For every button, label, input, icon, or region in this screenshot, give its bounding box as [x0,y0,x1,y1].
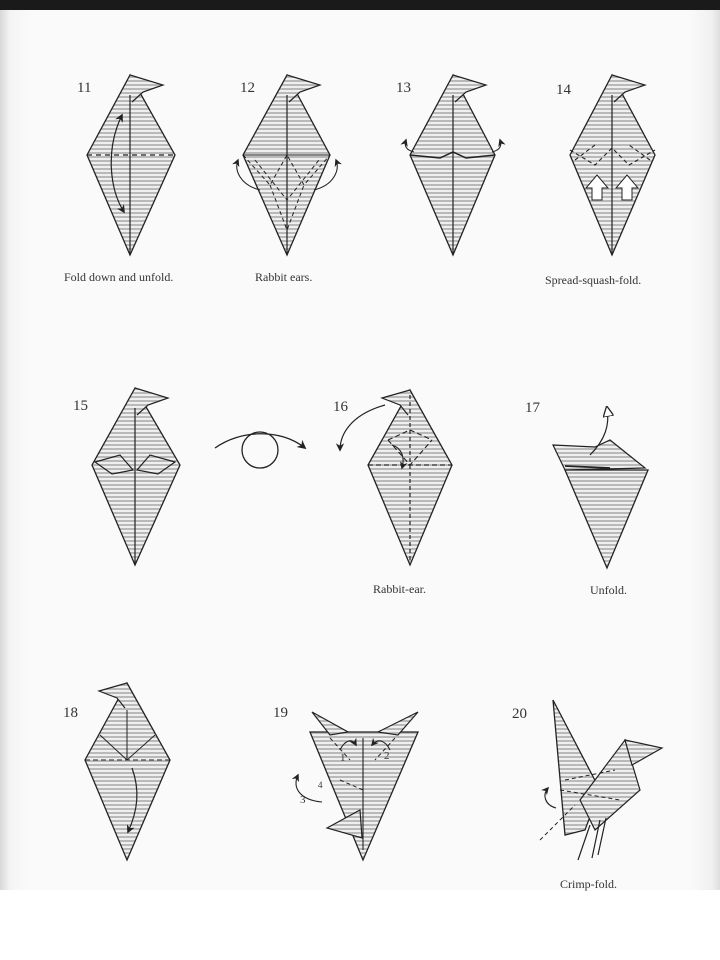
step-15-diagram [92,388,180,565]
step-number: 13 [396,80,411,96]
hood-flap [130,75,163,102]
step-caption: Rabbit ears. [255,270,313,284]
step-14-diagram [570,75,655,255]
step-number: 12 [240,80,255,96]
step-caption: Fold down and unfold. [64,270,174,284]
fold-arrow-icon [545,788,556,808]
triangle-body [310,732,418,860]
step-caption: Crimp-fold. [560,877,617,891]
turn-over-icon [215,432,305,468]
hood-flap [287,75,320,102]
hood-flap [382,390,410,415]
step-number: 11 [77,80,92,96]
step-number: 16 [333,399,348,415]
step-17-diagram [553,408,648,568]
step-19-diagram [296,712,418,860]
kite-shape [87,75,175,255]
kite-shape [85,683,170,860]
step-caption: Spread-squash-fold. [545,273,642,287]
step-16-diagram [340,390,452,565]
step-20-diagram [540,700,662,860]
step-number: 17 [525,400,540,416]
sub-label: 1 [340,752,346,764]
step-13-diagram [405,75,500,255]
step-11-diagram [87,75,175,255]
bird-head [625,740,662,765]
step-caption: Rabbit-ear. [373,582,426,596]
step-number: 19 [273,705,288,721]
kite-shape [92,388,180,565]
hood-flap [99,683,127,708]
step-12-diagram [237,75,337,255]
step-18-diagram [85,683,170,860]
fold-arrow-icon [492,140,501,152]
step-number: 20 [512,706,527,722]
hood-flap [453,75,486,102]
step-number: 18 [63,705,78,721]
sub-label: 3 [300,794,306,806]
step-number: 15 [73,398,88,414]
sub-label: 2 [384,750,390,762]
hood-flap [612,75,645,102]
step-number: 14 [556,82,571,98]
step-caption: Unfold. [590,583,627,597]
triangle-body [565,470,648,568]
sub-label: 4 [318,780,323,790]
hood-flap [135,388,168,415]
